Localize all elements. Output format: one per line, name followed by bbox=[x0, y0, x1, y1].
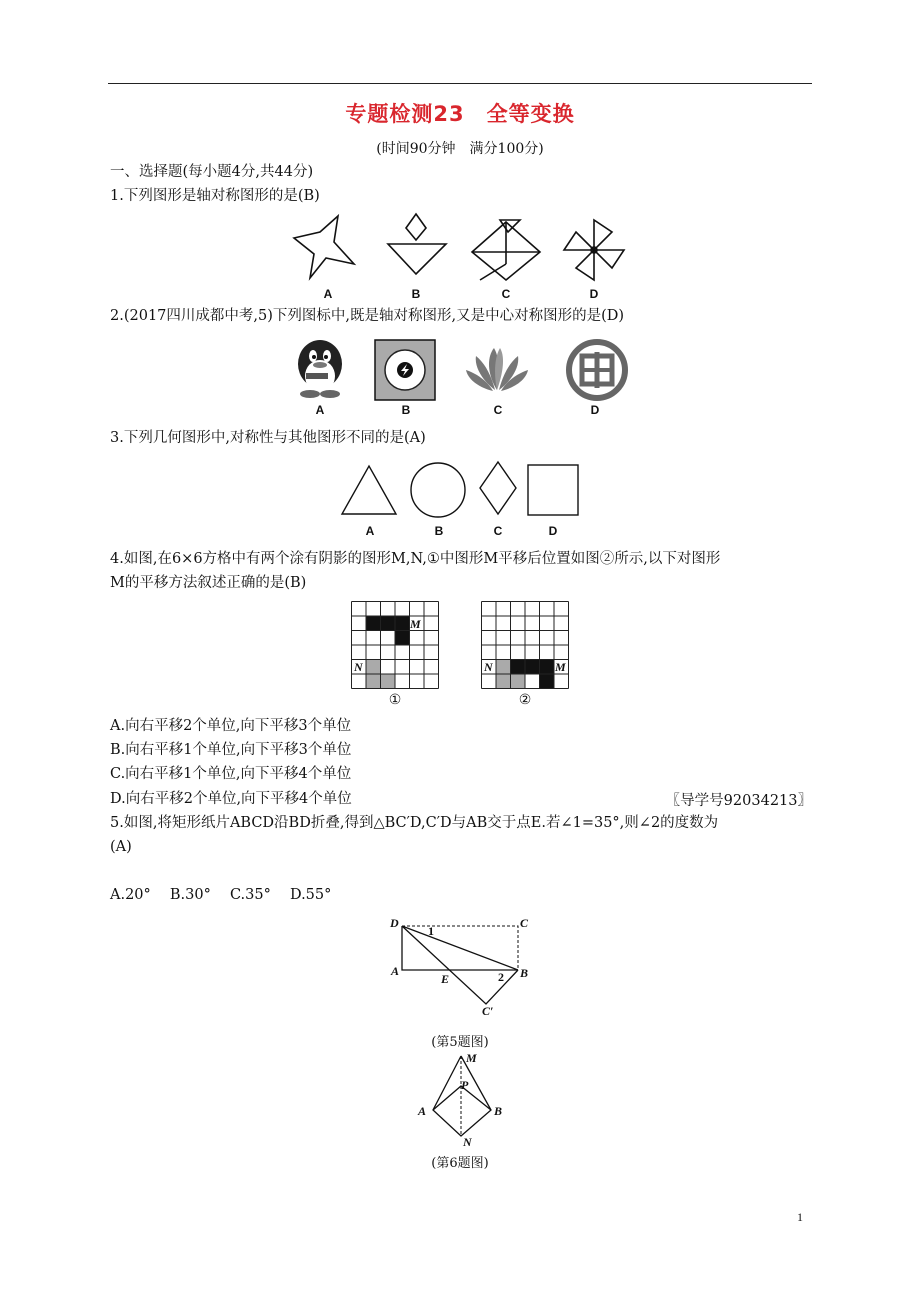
q3-shapes bbox=[338, 460, 583, 520]
q3-label-c: C bbox=[493, 524, 503, 538]
q4-option-a: A.向右平移2个单位,向下平移3个单位 bbox=[110, 718, 352, 734]
q4-grid2-n: N bbox=[484, 660, 493, 674]
q4-grid-2 bbox=[481, 601, 569, 689]
q4-option-d: D.向右平移2个单位,向下平移4个单位 bbox=[110, 791, 352, 807]
q4-reference-number: 〖导学号92034213〗 bbox=[665, 793, 812, 809]
section-heading: 一、选择题(每小题4分,共44分) bbox=[110, 164, 314, 180]
q5-point-e: E bbox=[441, 972, 450, 986]
q1-figure-d bbox=[564, 220, 624, 280]
rhombus-shape bbox=[480, 462, 516, 514]
q5-angle-1: 1 bbox=[428, 924, 434, 938]
square-shape bbox=[528, 465, 578, 515]
q4-grid2-caption: ② bbox=[518, 692, 532, 708]
q6-point-p: P bbox=[461, 1078, 469, 1092]
bank-logo-icon bbox=[569, 342, 625, 398]
penguin-icon bbox=[298, 340, 342, 398]
q5-figure bbox=[390, 916, 535, 1012]
q2-stem: 2.(2017四川成都中考,5)下列图标中,既是轴对称图形,又是中心对称图形的是(D) bbox=[110, 308, 625, 324]
petal-logo-icon bbox=[466, 348, 528, 391]
q4-grid2-m: M bbox=[555, 660, 566, 674]
q4-grid1-caption: ① bbox=[388, 692, 402, 708]
q5-stem-line1: 5.如图,将矩形纸片ABCD沿BD折叠,得到△BC′D,C′D与AB交于点E.若∠1=35°,则∠2的度数为 bbox=[110, 815, 719, 831]
q4-stem-line2: M的平移方法叙述正确的是(B) bbox=[110, 575, 307, 591]
q4-stem-line1: 4.如图,在6×6方格中有两个涂有阴影的图形M,N,①中图形M平移后位置如图②所示,以下对图形 bbox=[110, 551, 721, 567]
q2-icons bbox=[288, 338, 638, 403]
q1-figure-b bbox=[388, 214, 446, 274]
q5-options: A.20° B.30° C.35° D.55° bbox=[110, 887, 332, 903]
q1-figure-c bbox=[472, 220, 540, 280]
q6-point-b: B bbox=[494, 1104, 503, 1118]
q1-label-b: B bbox=[411, 287, 421, 301]
circle-shape bbox=[411, 463, 465, 517]
q1-figures bbox=[280, 210, 640, 290]
q2-label-d: D bbox=[590, 403, 600, 417]
page-title: 专题检测23 全等变换 bbox=[345, 102, 575, 126]
q4-option-b: B.向右平移1个单位,向下平移3个单位 bbox=[110, 742, 352, 758]
q5-point-d: D bbox=[390, 916, 399, 930]
q4-grid-1 bbox=[351, 601, 439, 689]
q1-stem: 1.下列图形是轴对称图形的是(B) bbox=[110, 188, 320, 204]
header-rule bbox=[108, 83, 812, 84]
q6-caption: (第6题图) bbox=[431, 1156, 489, 1171]
q1-label-a: A bbox=[323, 287, 333, 301]
q4-grid1-m: M bbox=[410, 617, 421, 631]
q3-stem: 3.下列几何图形中,对称性与其他图形不同的是(A) bbox=[110, 430, 426, 446]
q1-label-c: C bbox=[501, 287, 511, 301]
q5-point-c: C bbox=[520, 916, 529, 930]
q5-point-b: B bbox=[520, 966, 529, 980]
q5-stem-line2: (A) bbox=[110, 839, 132, 855]
q5-caption: (第5题图) bbox=[431, 1035, 489, 1050]
q2-label-c: C bbox=[493, 403, 503, 417]
q3-label-d: D bbox=[548, 524, 558, 538]
q5-point-a: A bbox=[391, 964, 400, 978]
q5-point-c-prime: C′ bbox=[482, 1004, 494, 1018]
q6-point-m: M bbox=[466, 1051, 477, 1065]
triangle-shape bbox=[342, 466, 396, 514]
q3-label-b: B bbox=[434, 524, 444, 538]
q6-point-a: A bbox=[418, 1104, 427, 1118]
q4-grid1-n: N bbox=[354, 660, 363, 674]
q4-option-c: C.向右平移1个单位,向下平移4个单位 bbox=[110, 766, 352, 782]
q1-label-d: D bbox=[589, 287, 599, 301]
q2-label-b: B bbox=[401, 403, 411, 417]
q6-figure bbox=[425, 1052, 505, 1144]
page-subtitle: (时间90分钟 满分100分) bbox=[376, 141, 544, 157]
page-number: 1 bbox=[797, 1210, 803, 1224]
q6-point-n: N bbox=[463, 1135, 472, 1149]
power-logo-icon bbox=[375, 340, 435, 400]
q1-figure-a bbox=[294, 216, 354, 278]
q2-label-a: A bbox=[315, 403, 325, 417]
q3-label-a: A bbox=[365, 524, 375, 538]
q5-angle-2: 2 bbox=[498, 970, 504, 984]
